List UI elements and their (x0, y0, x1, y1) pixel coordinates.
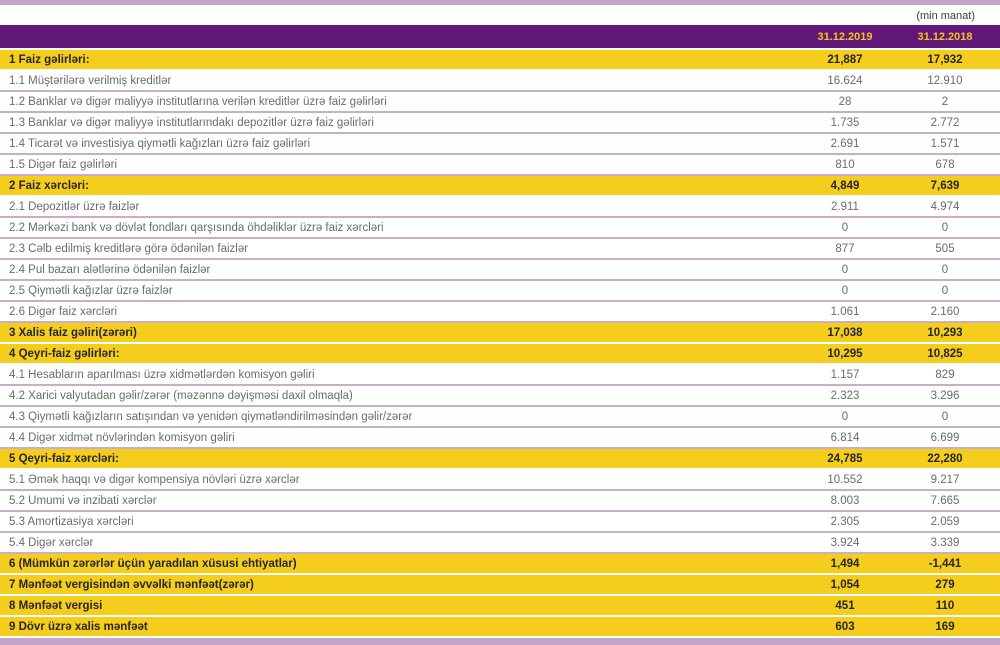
row-label: 9 Dövr üzrə xalis mənfəət (9, 620, 148, 633)
row-value-2019: 6.814 (830, 431, 860, 444)
row-label: 5.2 Ümumi və inzibati xərclər (9, 494, 157, 507)
row-value-2019: 0 (841, 284, 849, 297)
table-row (0, 428, 1000, 449)
row-label: 1.5 Digər faiz gəlirləri (9, 158, 118, 171)
row-value-2018: 2.160 (930, 305, 960, 318)
table-row (0, 323, 1000, 344)
table-row (0, 176, 1000, 197)
table-row (0, 491, 1000, 512)
row-value-2018: 10,293 (927, 326, 963, 339)
row-value-2019: 0 (841, 263, 849, 276)
row-value-2018: 9.217 (930, 473, 960, 486)
row-value-2019: 1.735 (830, 116, 860, 129)
row-label: 4.4 Digər xidmət növlərindən komisyon gəliri (9, 431, 235, 444)
row-label: 1.4 Ticarət və investisiya qiymətli kağızları üzrə faiz gəlirləri (9, 137, 311, 150)
row-value-2019: 877 (835, 242, 855, 255)
row-label: 2.5 Qiymətli kağızlar üzrə faizlər (9, 284, 173, 297)
row-value-2018: 0 (941, 284, 949, 297)
row-label: 5.1 Əmək haqqı və digər kompensiya növləri üzrə xərclər (9, 473, 300, 486)
row-label: 4.2 Xarici valyutadan gəlir/zərər (məzənnə dəyişməsi daxil olmaqla) (9, 389, 353, 402)
row-value-2019: 24,785 (827, 452, 863, 465)
row-label: 7 Mənfəət vergisindən əvvəlki mənfəət(zərər) (9, 578, 254, 591)
row-value-2018: 3.296 (930, 389, 960, 402)
row-value-2018: 7,639 (930, 179, 960, 192)
row-value-2019: 2.911 (831, 200, 859, 213)
row-value-2019: 810 (835, 158, 855, 171)
row-value-2018: 0 (941, 263, 949, 276)
table-row (0, 449, 1000, 470)
row-value-2018: 7.665 (930, 494, 960, 507)
row-label: 5.4 Digər xərclər (9, 536, 94, 549)
table-header (0, 25, 1000, 50)
row-value-2019: 1,054 (830, 578, 860, 591)
row-label: 2.4 Pul bazarı alətlərinə ödənilən faizlər (9, 263, 211, 276)
row-label: 5.3 Amortizasiya xərcləri (9, 515, 134, 528)
row-value-2018: 2.772 (930, 116, 960, 129)
row-value-2018: 505 (935, 242, 955, 255)
row-value-2019: 4,849 (830, 179, 860, 192)
table-row (0, 92, 1000, 113)
table-row (0, 197, 1000, 218)
row-value-2019: 8.003 (830, 494, 860, 507)
row-value-2018: 110 (935, 599, 955, 612)
table-row (0, 218, 1000, 239)
table-row (0, 470, 1000, 491)
row-label: 2 Faiz xərcləri: (9, 179, 89, 192)
unit-label: (min manat) (916, 10, 975, 22)
table-row (0, 155, 1000, 176)
row-value-2018: 0 (941, 410, 949, 423)
row-value-2019: 2.305 (830, 515, 860, 528)
table-row (0, 239, 1000, 260)
row-value-2019: 28 (838, 95, 852, 108)
row-value-2018: 678 (935, 158, 955, 171)
table-row (0, 512, 1000, 533)
row-value-2019: 1,494 (830, 557, 860, 570)
table-row (0, 365, 1000, 386)
row-value-2019: 1.157 (830, 368, 860, 381)
row-value-2019: 16.624 (827, 74, 863, 87)
unit-row (0, 5, 1000, 25)
row-value-2019: 603 (835, 620, 855, 633)
row-value-2019: 2.323 (830, 389, 860, 402)
row-value-2018: 6.699 (930, 431, 960, 444)
bottom-accent-bar (0, 638, 1000, 645)
row-value-2018: 12.910 (927, 74, 963, 87)
column-header-2018: 31.12.2018 (917, 30, 973, 43)
row-value-2019: 2.691 (830, 137, 860, 150)
table-row (0, 302, 1000, 323)
row-value-2018: 22,280 (927, 452, 963, 465)
table-row (0, 281, 1000, 302)
row-value-2018: 4.974 (930, 200, 960, 213)
row-label: 4.1 Hesabların aparılması üzrə xidmətlərdən komisyon gəliri (9, 368, 315, 381)
row-value-2019: 10.552 (827, 473, 863, 486)
row-label: 3 Xalis faiz gəliri(zərəri) (9, 326, 137, 339)
table-row (0, 533, 1000, 554)
row-value-2018: 1.571 (930, 137, 960, 150)
row-value-2019: 10,295 (827, 347, 863, 360)
row-value-2019: 451 (835, 599, 855, 612)
row-label: 8 Mənfəət vergisi (9, 599, 103, 612)
table-row (0, 575, 1000, 596)
row-value-2019: 21,887 (827, 53, 863, 66)
table-row (0, 617, 1000, 638)
row-value-2018: 2.059 (930, 515, 960, 528)
row-label: 2.6 Digər faiz xərcləri (9, 305, 118, 318)
table-row (0, 596, 1000, 617)
row-value-2018: 829 (935, 368, 955, 381)
row-label: 6 (Mümkün zərərlər üçün yaradılan xüsusi ehtiyatlar) (9, 557, 297, 570)
row-value-2018: 17,932 (927, 53, 963, 66)
column-header-2019: 31.12.2019 (817, 30, 873, 43)
row-value-2019: 17,038 (827, 326, 863, 339)
row-label: 1.1 Müştərilərə verilmiş kreditlər (9, 74, 172, 87)
row-value-2019: 0 (841, 410, 849, 423)
table-row (0, 386, 1000, 407)
row-value-2018: 10,825 (927, 347, 963, 360)
row-label: 1.3 Banklar və digər maliyyə institutlarındakı depozitlər üzrə faiz gəlirləri (9, 116, 374, 129)
row-value-2018: -1,441 (928, 557, 962, 570)
table-row (0, 344, 1000, 365)
row-value-2018: 2 (941, 95, 949, 108)
row-value-2018: 169 (935, 620, 955, 633)
row-value-2018: 279 (935, 578, 955, 591)
row-value-2019: 0 (841, 221, 849, 234)
row-label: 1 Faiz gəlirləri: (9, 53, 90, 66)
table-row (0, 71, 1000, 92)
table-row (0, 554, 1000, 575)
table-body (0, 50, 1000, 638)
row-value-2018: 3.339 (930, 536, 960, 549)
table-row (0, 134, 1000, 155)
table-row (0, 260, 1000, 281)
row-label: 2.2 Mərkəzi bank və dövlət fondları qarşısında öhdəliklər üzrə faiz xərcləri (9, 221, 384, 234)
row-label: 2.1 Depozitlər üzrə faizlər (9, 200, 140, 213)
row-value-2018: 0 (941, 221, 949, 234)
table-row (0, 50, 1000, 71)
table-row (0, 113, 1000, 134)
row-label: 2.3 Cəlb edilmiş kreditlərə görə ödənilən faizlər (9, 242, 249, 255)
row-label: 1.2 Banklar və digər maliyyə institutlarına verilən kreditlər üzrə faiz gəlirləri (9, 95, 387, 108)
row-value-2019: 1.061 (830, 305, 860, 318)
row-label: 4.3 Qiymətli kağızların satışından və yenidən qiymətləndirilməsindən gəlir/zərər (9, 410, 413, 423)
row-label: 4 Qeyri-faiz gəlirləri: (9, 347, 120, 360)
row-label: 5 Qeyri-faiz xərcləri: (9, 452, 119, 465)
row-value-2019: 3.924 (830, 536, 860, 549)
table-row (0, 407, 1000, 428)
